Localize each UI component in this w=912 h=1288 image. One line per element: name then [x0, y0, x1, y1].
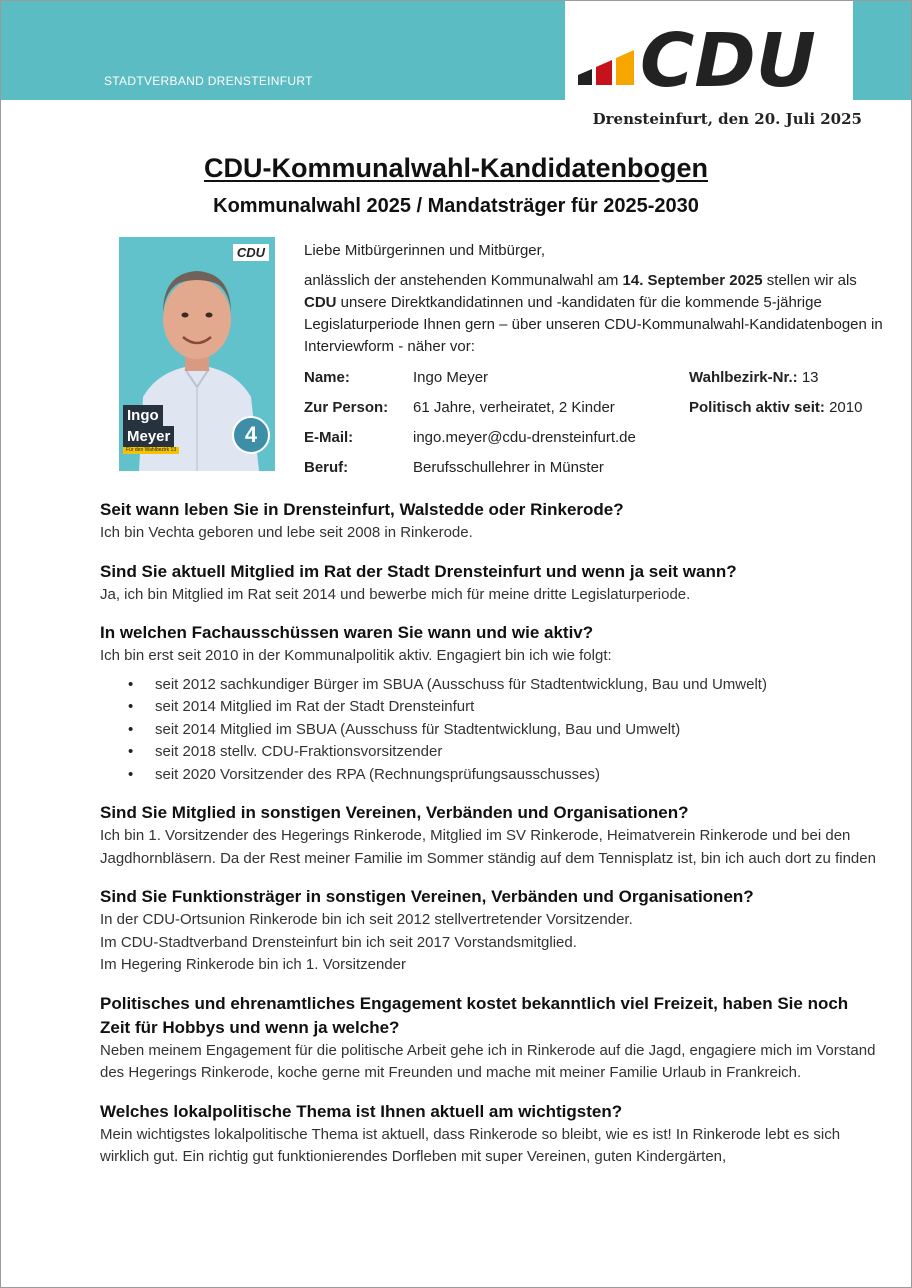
interview-content — [100, 498, 880, 1184]
answer-line: In der CDU-Ortsunion Rinkerode bin ich seit 2012 stellvertretender Vorsitzender. — [100, 911, 633, 928]
question: Sind Sie aktuell Mitglied im Rat der Stadt Drensteinfurt und wenn ja seit wann? — [100, 561, 737, 581]
answer: Neben meinem Engagement für die politische Arbeit gehe ich in Rinkerode auf die Jagd, engagiere mich im Vorstand des Hegerings Rinkerode, koche gerne mit Freunden und mache mit meiner Familie Urlaub in Frankreich. — [100, 1041, 876, 1081]
committee-list — [100, 674, 880, 787]
greeting: Liebe Mitbürgerinnen und Mitbürger, — [304, 242, 545, 259]
qa-section — [100, 992, 880, 1085]
email-label: E-Mail: — [304, 429, 354, 446]
question: Politisches und ehrenamtliches Engagement kostet bekanntlich viel Freizeit, haben Sie noch Zeit für Hobbys und wenn ja welche? — [100, 993, 849, 1037]
photo-last-name: Meyer — [123, 426, 174, 447]
header-band-right — [853, 1, 911, 100]
cdu-logo-icon — [578, 27, 850, 91]
answer: Mein wichtigstes lokalpolitische Thema ist aktuell, dass Rinkerode so bleibt, wie es ist! In Rinkerode lebt es sich wirklich gut. Ein richtig gut funktionierendes Dorfleben mit super Vereinen, guten Kindergärten, — [100, 1125, 841, 1165]
question: Welches lokalpolitische Thema ist Ihnen aktuell am wichtigsten? — [100, 1101, 623, 1121]
person-label: Zur Person: — [304, 399, 389, 416]
page-title-text: CDU-Kommunalwahl-Kandidatenbogen — [204, 153, 708, 183]
intro-text — [304, 240, 884, 366]
candidate-photo — [119, 237, 275, 471]
qa-section — [100, 885, 880, 977]
list-item: • seit 2014 Mitglied im SBUA (Ausschuss für Stadtentwicklung, Bau und Umwelt) — [155, 719, 880, 742]
active-since-field: Politisch aktiv seit: 2010 — [689, 399, 863, 416]
question: Sind Sie Mitglied in sonstigen Vereinen, Verbänden und Organisationen? — [100, 803, 689, 822]
photo-caption: Für den Wahlbezirk 13 — [123, 447, 179, 454]
question: In welchen Fachausschüssen waren Sie wann und wie aktiv? — [100, 623, 594, 642]
qa-section — [100, 621, 880, 786]
list-number-badge: 4 — [232, 416, 270, 454]
list-item: • seit 2020 Vorsitzender des RPA (Rechnungsprüfungsausschusses) — [155, 764, 880, 787]
answer: Ich bin erst seit 2010 in der Kommunalpolitik aktiv. Engagiert bin ich wie folgt: — [100, 647, 612, 664]
header-band — [1, 1, 565, 100]
cdu-logo — [566, 1, 852, 100]
answer: Ich bin Vechta geboren und lebe seit 2008 in Rinkerode. — [100, 524, 473, 541]
qa-section — [100, 498, 880, 545]
page-subtitle: Kommunalwahl 2025 / Mandatsträger für 2025-2030 — [213, 195, 699, 217]
photo-badge: CDU — [233, 244, 269, 261]
list-item: • seit 2012 sachkundiger Bürger im SBUA (Ausschuss für Stadtentwicklung, Bau und Umwelt) — [155, 674, 880, 697]
email-link[interactable]: ingo.meyer@cdu-drensteinfurt.de — [413, 429, 636, 446]
person-value: 61 Jahre, verheiratet, 2 Kinder — [413, 399, 615, 416]
answer: Ich bin 1. Vorsitzender des Hegerings Rinkerode, Mitglied im SV Rinkerode, Heimatverein Rinkerode und bei den Jagdhornbläsern. Da der Rest meiner Familie im Sommer ständig auf dem Tennisplatz ist, bin ich auch dort zu finden — [100, 827, 876, 867]
district-field: Wahlbezirk-Nr.: 13 — [689, 369, 819, 386]
qa-section — [100, 801, 880, 870]
name-value: Ingo Meyer — [413, 369, 489, 386]
qa-section — [100, 560, 880, 607]
date-line: Drensteinfurt, den 20. Juli 2025 — [592, 110, 862, 128]
answer-line: Im Hegering Rinkerode bin ich 1. Vorsitzender — [100, 956, 406, 973]
list-item: • seit 2018 stellv. CDU-Fraktionsvorsitzender — [155, 741, 880, 764]
question: Seit wann leben Sie in Drensteinfurt, Walstedde oder Rinkerode? — [100, 500, 624, 519]
qa-section — [100, 1100, 880, 1169]
logo-text: CDU — [640, 27, 816, 91]
list-item: • seit 2014 Mitglied im Rat der Stadt Drensteinfurt — [155, 696, 880, 719]
intro-paragraph: anlässlich der anstehenden Kommunalwahl am 14. September 2025 stellen wir als CDU unsere Direktkandidatinnen und -kandidaten für die kommende 5-jährige Legislaturperiode Ihnen gern – über unseren CDU-Kommunalwahl-Kandidatenbogen in Interviewform - näher vor: — [304, 272, 883, 355]
name-label: Name: — [304, 369, 350, 386]
question: Sind Sie Funktionsträger in sonstigen Vereinen, Verbänden und Organisationen? — [100, 887, 754, 906]
answer: Ja, ich bin Mitglied im Rat seit 2014 und bewerbe mich für meine dritte Legislaturperiode. — [100, 585, 691, 603]
answer-line: Im CDU-Stadtverband Drensteinfurt bin ich seit 2017 Vorstandsmitglied. — [100, 933, 577, 951]
photo-first-name: Ingo — [123, 405, 163, 426]
job-label: Beruf: — [304, 459, 349, 476]
org-name: STADTVERBAND DRENSTEINFURT — [104, 74, 313, 88]
job-value: Berufsschullehrer in Münster — [413, 459, 604, 476]
page-title — [0, 153, 912, 184]
